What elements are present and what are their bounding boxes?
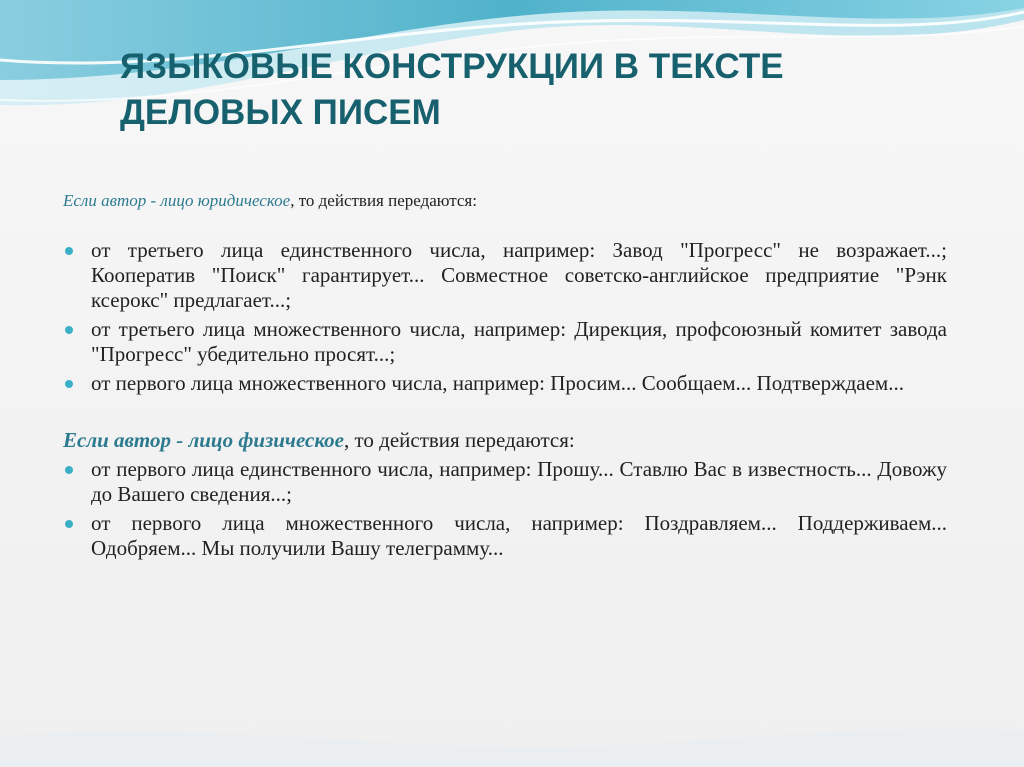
section1-list <box>63 238 947 396</box>
section1-intro <box>63 190 947 212</box>
list-item-text: от первого лица множественного числа, например: Просим... Сообщаем... Подтверждаем... <box>91 371 904 395</box>
section2-intro <box>63 428 947 453</box>
section2-rest: , то действия передаются: <box>344 428 575 452</box>
list-item <box>63 317 947 367</box>
bullet-icon <box>65 380 73 388</box>
list-item-text: от третьего лица множественного числа, например: Дирекция, профсоюзный комитет завода "Прогресс" убедительно просят...; <box>91 317 947 366</box>
title-line-1: ЯЗЫКОВЫЕ КОНСТРУКЦИИ В ТЕКСТЕ <box>120 47 784 86</box>
bottom-wave-decoration <box>0 627 1024 767</box>
bullet-icon <box>65 247 73 255</box>
list-item-text: от первого лица единственного числа, например: Прошу... Ставлю Вас в известность... Довожу до Вашего сведения...; <box>91 457 947 506</box>
bullet-icon <box>65 326 73 334</box>
list-item <box>63 238 947 313</box>
bullet-icon <box>65 520 73 528</box>
slide-body <box>63 190 947 565</box>
list-item <box>63 371 947 396</box>
list-item-text: от третьего лица единственного числа, например: Завод "Прогресс" не возражает...; Кооператив "Поиск" гарантирует... Совместное советско-английское предприятие "Рэнк ксерокс" предлагает...; <box>91 238 947 312</box>
section2-list <box>63 457 947 561</box>
list-item <box>63 457 947 507</box>
bullet-icon <box>65 466 73 474</box>
section1-rest: , то действия передаются: <box>290 191 477 210</box>
list-item <box>63 511 947 561</box>
page-title <box>120 44 900 136</box>
section2-emphasis: Если автор - лицо физическое <box>63 428 344 452</box>
section1-emphasis: Если автор - лицо юридическое <box>63 191 291 210</box>
title-line-2: ДЕЛОВЫХ ПИСЕМ <box>120 93 441 132</box>
list-item-text: от первого лица множественного числа, например: Поздравляем... Поддерживаем... Одобряем... Мы получили Вашу телеграмму... <box>91 511 947 560</box>
